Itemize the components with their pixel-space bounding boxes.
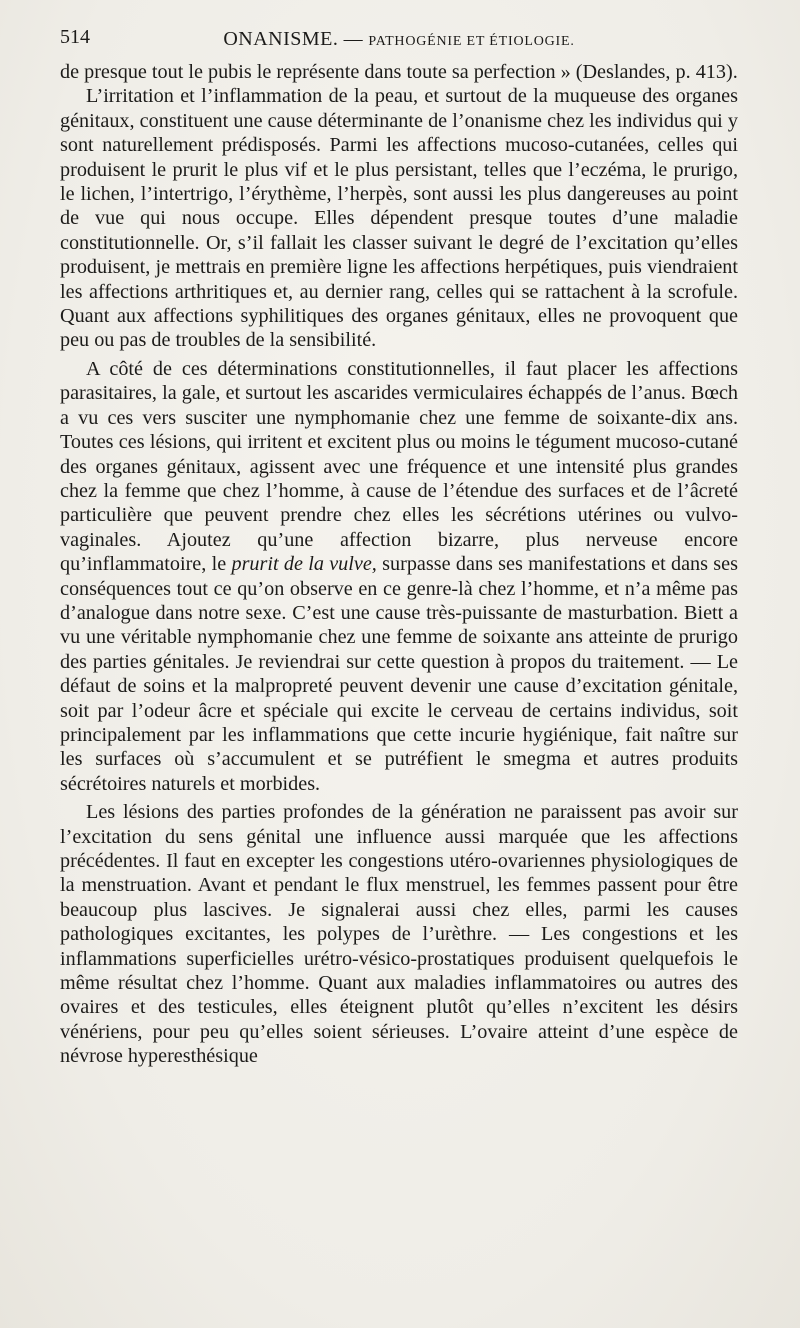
paragraph-continuation: de presque tout le pubis le représente dans toute sa perfection » (Deslandes, p. 413).: [60, 61, 738, 83]
paragraph-irritation: L’irritation et l’inflammation de la peau, et surtout de la muqueuse des organes génitaux, constituent une cause déterminante de l’onanisme chez les individus qui y sont naturellement prédisposés. Parmi les affections mucoso-cutanées, celles qui produisent le prurit le plus vif et le plus persistant, telles que l’eczéma, le prurigo, le lichen, l’intertrigo, l’érythème, l’herpès, sont aussi les plus dangereuses au point de vue qui nous occupe. Elles dépendent presque toutes d’une maladie constitutionnelle. Or, s’il fallait les classer suivant le degré de l’excitation qu’elles produisent, je mettrais en première ligne les affections herpétiques, puis viendraient les affections arthritiques et, au dernier rang, celles qui se rattachent à la scrofule. Quant aux affections syphilitiques des organes génitaux, elles ne provoquent que peu ou pas de troubles de la sensibilité.: [60, 85, 738, 352]
paragraph-text: A côté de ces déterminations constitutionnelles, il faut placer les affections parasitaires, la gale, et surtout les ascarides vermiculaires échappés de l’anus. Bœch a vu ces vers susciter une nymphomanie chez une femme de soixante-dix ans. Toutes ces lésions, qui irritent et excitent plus ou moins le tégument mucoso-cutané des organes génitaux, agissent avec une fréquence et une intensité plus grandes chez la femme que chez l’homme, à cause de l’étendue des surfaces et de l’âcreté particulière que peuvent prendre chez elles les sécrétions utérines ou vulvo-vaginales. Ajoutez qu’une affection bizarre, plus nerveuse encore qu’inflammatoire, le: [60, 357, 738, 576]
body-text: [60, 60, 738, 1069]
running-title-sub: PATHOGÉNIE ET ÉTIOLOGIE.: [368, 34, 575, 49]
italic-term: prurit de la vulve,: [231, 553, 377, 576]
paragraph-text: surpasse dans ses manifestations et dans ses conséquences tout ce qu’on observe en ce genre-là chez l’homme, et n’a même pas d’analogue dans notre sexe. C’est une cause très-puissante de masturbation. Biett a vu une véritable nymphomanie chez une femme de soixante ans atteinte de prurigo des parties génitales. Je reviendrai sur cette question à propos du traitement. — Le défaut de soins et la malpropreté peuvent devenir une cause d’excitation génitale, soit par l’odeur âcre et spéciale qui excite le cerveau de certains individus, soit principalement par les inflammations que cette incurie hygiénique, fait naître sur les surfaces où s’accumulent et se putréfient le smegma et autres produits sécrétoires naturels et morbides.: [60, 553, 738, 795]
running-title: [60, 28, 738, 51]
running-header: [60, 26, 738, 56]
paragraph-parasitic-affections: [60, 357, 738, 796]
page-number: 514: [60, 26, 90, 48]
running-title-separator: —: [338, 29, 369, 50]
paragraph-deep-lesions: Les lésions des parties profondes de la génération ne paraissent pas avoir sur l’excitation du sens génital une influence aussi marquée que les affections précédentes. Il faut en excepter les congestions utéro-ovariennes physiologiques de la menstruation. Avant et pendant le flux menstruel, les femmes passent pour être beaucoup plus lascives. Je signalerai aussi chez elles, parmi les causes pathologiques excitantes, les polypes de l’urèthre. — Les congestions et les inflammations superficielles urétro-vésico-prostatiques produisent quelquefois le même résultat chez l’homme. Quant aux maladies inflammatoires ou autres des ovaires et des testicules, elles éteignent plutôt qu’elles n’excitent les désirs vénériens, pour peu qu’elles soient sérieuses. L’ovaire atteint d’une espèce de névrose hyperesthésique: [60, 801, 738, 1068]
running-title-main: ONANISME.: [223, 28, 339, 50]
